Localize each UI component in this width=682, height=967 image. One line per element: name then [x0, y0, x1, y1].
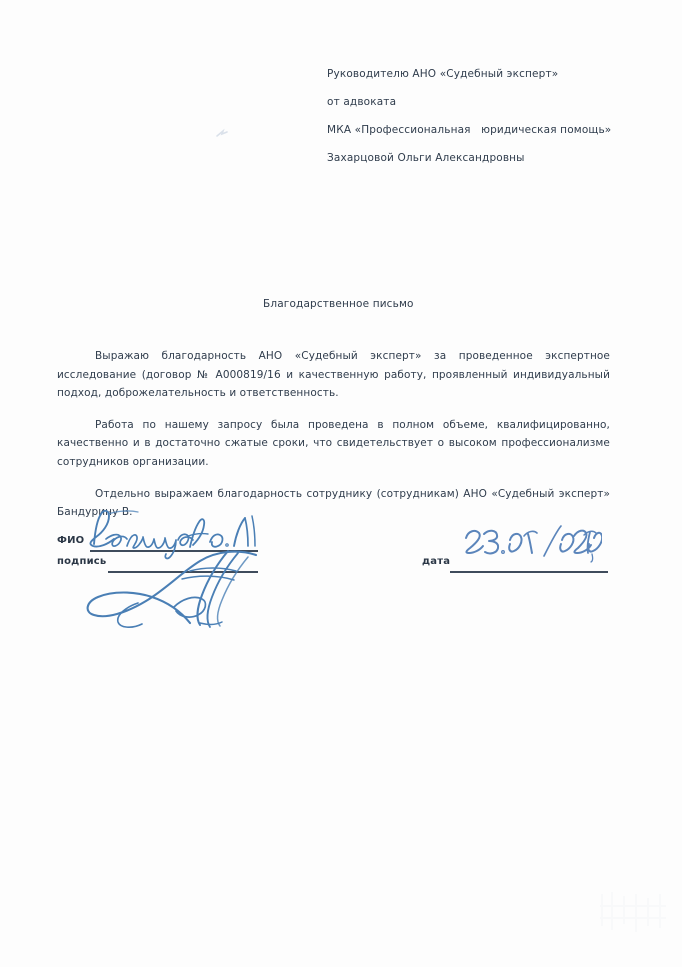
fio-label: ФИО	[57, 535, 85, 546]
scan-artifact-bottom-right	[596, 886, 674, 956]
fio-rule	[90, 550, 258, 552]
addressee-line-4: Захарцовой Ольги Александровны	[327, 152, 525, 164]
body-paragraph-3: Отдельно выражаем благодарность сотруднику (сотрудникам) АНО «Судебный эксперт» Бандурину В.	[57, 487, 610, 519]
addressee-line-2: от адвоката	[327, 96, 397, 108]
signature-rule	[108, 571, 258, 573]
page-title: Благодарственное письмо	[263, 298, 414, 310]
handwritten-signature	[78, 545, 288, 635]
addressee-line-3: МКА «Профессиональная юридическая помощь»	[327, 124, 612, 136]
addressee-block	[327, 60, 647, 172]
body-paragraph-1: Выражаю благодарность АНО «Судебный эксперт» за проведенное экспертное исследование (договор № А000819/16 и качественную работу, проявленный индивидуальный подход, доброжелательность и ответственность.	[57, 350, 610, 400]
addressee-line-1: Руководителю АНО «Судебный эксперт»	[327, 68, 559, 80]
signature-label: подпись	[57, 556, 107, 567]
letter-body	[57, 347, 610, 522]
handwritten-date	[462, 524, 602, 568]
body-paragraph-2: Работа по нашему запросу была проведена в полном объеме, квалифицированно, качественно и в достаточно сжатые сроки, что свидетельствует о высоком профессионализме сотрудников организации.	[57, 418, 610, 468]
scan-artifact-icon	[214, 126, 236, 146]
date-label: дата	[422, 556, 451, 567]
date-rule	[450, 571, 608, 573]
